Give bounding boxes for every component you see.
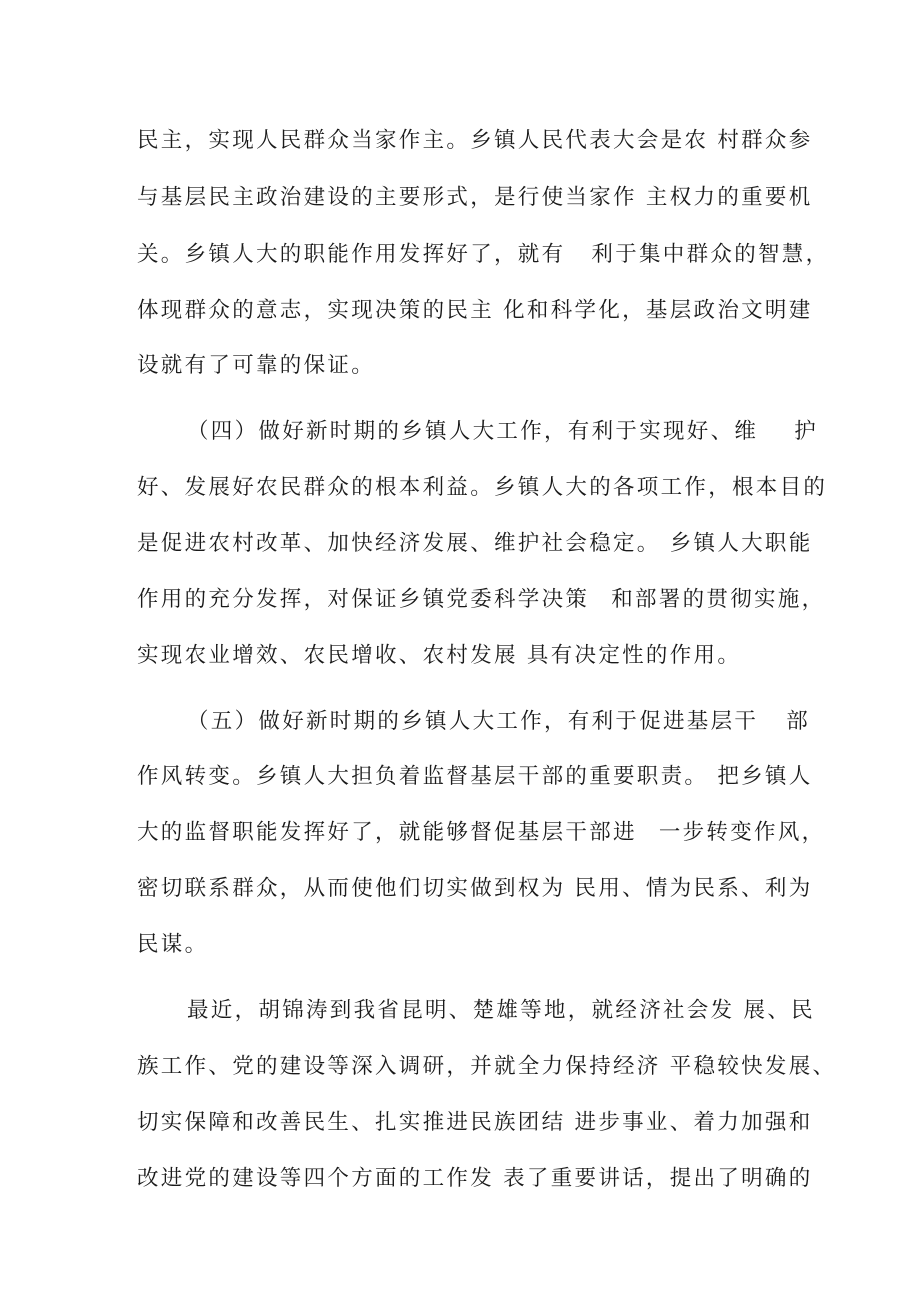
text-segment: 部	[786, 709, 811, 734]
text-line: 设就有了可靠的保证。	[137, 353, 376, 378]
text-line: 改进党的建设等四个方面的工作发 表了重要讲话，提出了明确的	[137, 1166, 813, 1191]
text-segment: 关。乡镇人大的职能作用发挥好了，就有	[137, 242, 566, 267]
text-segment: （四）做好新时期的乡镇人大工作，有利于实现好、维	[187, 419, 759, 444]
text-line: 密切联系群众，从而使他们切实做到权为 民用、情为民系、利为	[137, 876, 813, 901]
text-line: 实现农业增效、农民增收、农村发展 具有决定性的作用。	[137, 643, 742, 668]
text-line: 是促进农村改革、加快经济发展、维护社会稳定。 乡镇人大职能	[137, 531, 813, 556]
text-line	[137, 818, 826, 848]
text-line	[187, 707, 847, 737]
text-line: 切实保障和改善民生、扎实推进民族团结 进步事业、着力加强和	[137, 1110, 813, 1135]
text-line: 最近，胡锦涛到我省昆明、楚雄等地，就经济社会发 展、民	[187, 998, 815, 1023]
text-line: 作风转变。乡镇人大担负着监督基层干部的重要职责。 把乡镇人	[137, 764, 813, 789]
text-segment: 作用的充分发挥，对保证乡镇党委科学决策	[137, 587, 590, 612]
text-segment: 一步转变作风，	[658, 820, 826, 845]
text-segment: （五）做好新时期的乡镇人大工作，有利于促进基层干	[187, 709, 759, 734]
text-line	[137, 585, 826, 615]
text-line: 民主，实现人民群众当家作主。乡镇人民代表大会是农 村群众参	[137, 128, 813, 153]
text-line: 好、发展好农民群众的根本利益。乡镇人大的各项工作，根本目的	[137, 475, 828, 500]
text-line: 体现群众的意志，实现决策的民主 化和科学化，基层政治文明建	[137, 298, 813, 323]
text-line: 族工作、党的建设等深入调研，并就全力保持经济 平稳较快发展、	[137, 1054, 837, 1079]
text-segment: 大的监督职能发挥好了，就能够督促基层干部进	[137, 820, 637, 845]
text-segment: 护	[794, 419, 819, 444]
text-segment: 利于集中群众的智慧，	[591, 242, 830, 267]
text-line: 民谋。	[137, 932, 209, 957]
text-segment: 和部署的贯彻实施，	[611, 587, 826, 612]
text-line	[137, 240, 830, 270]
text-line	[187, 417, 847, 447]
text-line: 与基层民主政治建设的主要形式，是行使当家作 主权力的重要机	[137, 185, 813, 210]
